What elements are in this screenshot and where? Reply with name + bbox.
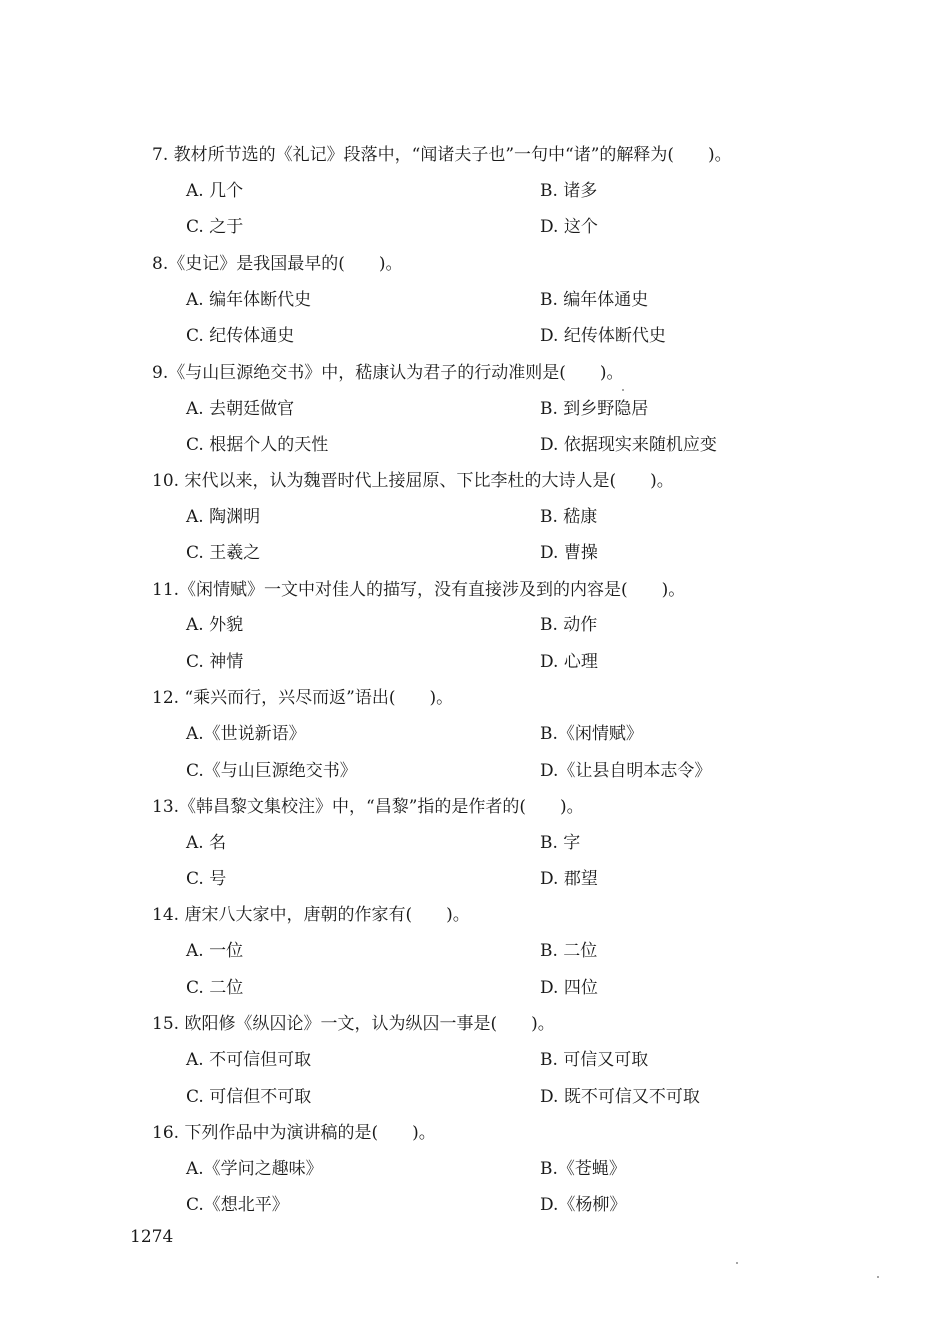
scan-speck [736, 1262, 738, 1264]
question-16: 16. 下列作品中为演讲稿的是( )。 [152, 1123, 436, 1143]
option-b: B. 编年体通史 [540, 290, 649, 310]
question-10: 10. 宋代以来，认为魏晋时代上接屈原、下比李杜的大诗人是( )。 [152, 471, 674, 491]
option-d: D. 四位 [540, 978, 598, 998]
option-d: D.《杨柳》 [540, 1195, 627, 1215]
option-c: C. 神情 [186, 652, 244, 672]
option-c: C. 可信但不可取 [186, 1087, 312, 1107]
question-15: 15. 欧阳修《纵囚论》一文，认为纵囚一事是( )。 [152, 1014, 555, 1034]
option-a: A.《学问之趣味》 [186, 1159, 323, 1179]
option-b: B. 到乡野隐居 [540, 399, 649, 419]
page-number: 1274 [130, 1227, 174, 1247]
option-c: C.《想北平》 [186, 1195, 289, 1215]
option-d: D. 郡望 [540, 869, 598, 889]
option-b: B. 诸多 [540, 181, 598, 201]
option-d: D. 曹操 [540, 543, 598, 563]
option-a: A. 一位 [186, 941, 244, 961]
question-7: 7. 教材所节选的《礼记》段落中，“闻诸夫子也”一句中“诸”的解释为( )。 [152, 145, 732, 165]
option-b: B. 嵇康 [540, 507, 598, 527]
option-b: B.《苍蝇》 [540, 1159, 626, 1179]
option-d: D. 这个 [540, 217, 598, 237]
option-b: B. 可信又可取 [540, 1050, 649, 1070]
option-a: A. 不可信但可取 [186, 1050, 312, 1070]
question-9: 9.《与山巨源绝交书》中，嵇康认为君子的行动准则是( )。 [152, 363, 624, 383]
question-12: 12. “乘兴而行，兴尽而返”语出( )。 [152, 688, 454, 708]
option-a: A. 外貌 [186, 615, 244, 635]
option-d: D. 纪传体断代史 [540, 326, 666, 346]
question-11: 11.《闲情赋》一文中对佳人的描写，没有直接涉及到的内容是( )。 [152, 580, 686, 600]
option-d: D.《让县自明本志令》 [540, 761, 712, 781]
scan-speck [877, 1276, 879, 1278]
option-b: B. 字 [540, 833, 581, 853]
option-c: C. 之于 [186, 217, 244, 237]
option-b: B. 动作 [540, 615, 598, 635]
option-a: A. 编年体断代史 [186, 290, 312, 310]
scan-speck [622, 389, 624, 391]
option-c: C. 二位 [186, 978, 244, 998]
question-14: 14. 唐宋八大家中，唐朝的作家有( )。 [152, 905, 470, 925]
option-a: A. 陶渊明 [186, 507, 261, 527]
question-13: 13.《韩昌黎文集校注》中，“昌黎”指的是作者的( )。 [152, 797, 584, 817]
option-c: C. 纪传体通史 [186, 326, 295, 346]
option-d: D. 依据现实来随机应变 [540, 435, 717, 455]
option-a: A.《世说新语》 [186, 724, 306, 744]
option-c: C. 根据个人的天性 [186, 435, 329, 455]
option-a: A. 名 [186, 833, 227, 853]
option-a: A. 去朝廷做官 [186, 399, 295, 419]
option-b: B. 二位 [540, 941, 598, 961]
option-c: C.《与山巨源绝交书》 [186, 761, 357, 781]
option-c: C. 王羲之 [186, 543, 261, 563]
option-d: D. 心理 [540, 652, 598, 672]
option-c: C. 号 [186, 869, 227, 889]
question-8: 8.《史记》是我国最早的( )。 [152, 254, 403, 274]
option-a: A. 几个 [186, 181, 244, 201]
option-d: D. 既不可信又不可取 [540, 1087, 700, 1107]
option-b: B.《闲情赋》 [540, 724, 643, 744]
